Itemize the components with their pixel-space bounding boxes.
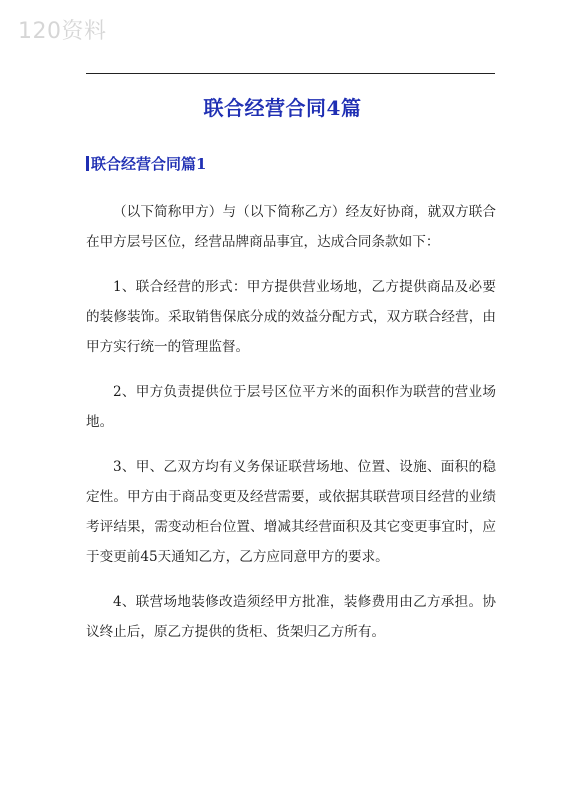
document-body xyxy=(86,197,496,662)
heading-bar-marker xyxy=(86,156,89,171)
paragraph-intro: （以下简称甲方）与（以下简称乙方）经友好协商，就双方联合在甲方层号区位，经营品牌商品事宜，达成合同条款如下： xyxy=(86,204,496,250)
paragraph-clause-4: 4、联营场地装修改造须经甲方批准，装修费用由乙方承担。协议终止后，原乙方提供的货柜、货架归乙方所有。 xyxy=(86,594,496,640)
paragraph-clause-3: 3、甲、乙双方均有义务保证联营场地、位置、设施、面积的稳定性。甲方由于商品变更及经营需要，或依据其联营项目经营的业绩考评结果，需变动柜台位置、增减其经营面积及其它变更事宜时，应于变更前45天通知乙方，乙方应同意甲方的要求。 xyxy=(86,459,496,565)
paragraph-clause-2: 2、甲方负责提供位于层号区位平方米的面积作为联营的营业场地。 xyxy=(86,384,496,430)
watermark-logo: 120资料 xyxy=(18,19,107,44)
document-title: 联合经营合同4篇 xyxy=(203,96,362,120)
section-heading xyxy=(86,153,206,174)
header-divider xyxy=(86,73,495,74)
section-heading-text: 联合经营合同篇1 xyxy=(91,155,207,173)
paragraph-clause-1: 1、联合经营的形式：甲方提供营业场地，乙方提供商品及必要的装修装饰。采取销售保底分成的效益分配方式，双方联合经营，由甲方实行统一的管理监督。 xyxy=(86,279,496,355)
